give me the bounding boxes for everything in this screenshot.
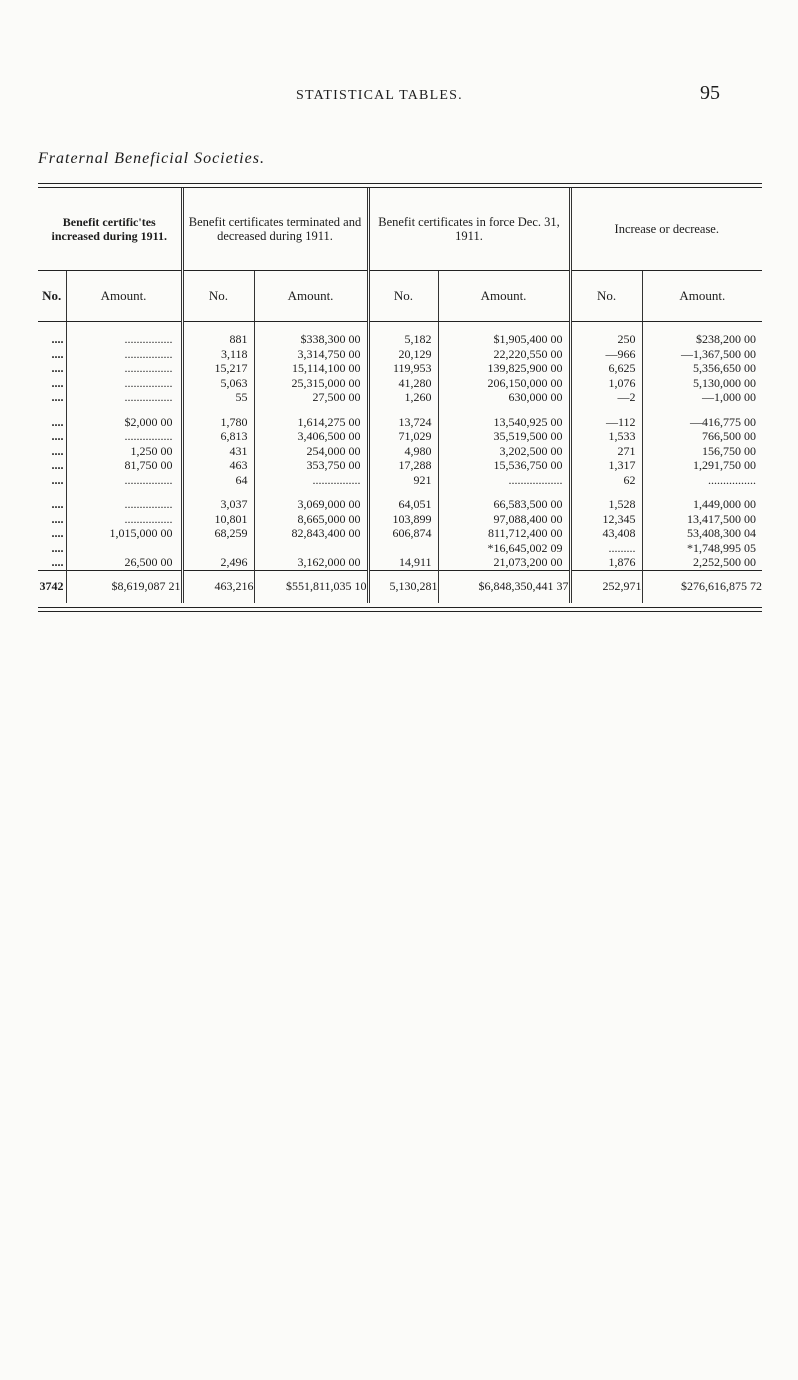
spacer-cell (570, 405, 642, 415)
table-cell: 271 (570, 444, 642, 459)
page-header (0, 82, 798, 110)
table-cell: 606,874 (368, 526, 438, 541)
table-cell: 2,496 (182, 555, 254, 570)
table-cell (182, 541, 254, 556)
table-cell: .... (38, 347, 66, 362)
table-cell: 55 (182, 390, 254, 405)
table-cell: 2,252,500 00 (693, 555, 757, 569)
table-cell: 5,356,650 00 (693, 361, 757, 375)
table-cell: ................ (254, 473, 368, 488)
spacer-cell (182, 487, 254, 497)
table-row (38, 429, 762, 444)
table-cell: 1,076 (570, 376, 642, 391)
table-cell: ................ (66, 390, 182, 405)
table-cell: ................ (66, 429, 182, 444)
table-cell: .... (38, 458, 66, 473)
spacer-cell (368, 487, 438, 497)
table-cell: .... (38, 361, 66, 376)
column-header-amount: Amount. (66, 271, 182, 322)
table-cell: 20,129 (368, 347, 438, 362)
table-cell: 119,953 (368, 361, 438, 376)
row-spacer (38, 405, 762, 415)
table-cell: 53,408,300 04 (687, 526, 757, 540)
spacer-cell (642, 487, 762, 497)
table-row (38, 361, 762, 376)
table-cell: *16,645,002 09 (438, 541, 570, 556)
spacer-cell (254, 405, 368, 415)
spacer-cell (182, 405, 254, 415)
table-cell: 139,825,900 00 (438, 361, 570, 376)
table-cell: 12,345 (570, 512, 642, 527)
table-cell: 13,417,500 00 (687, 511, 757, 526)
spacer-cell (438, 487, 570, 497)
table-cell: .... (38, 473, 66, 488)
table-cell: 1,614,275 00 (254, 415, 368, 430)
table-row (38, 526, 762, 541)
table-cell: .... (38, 526, 66, 541)
table-cell: 64,051 (368, 497, 438, 512)
table-cell: 10,801 (182, 512, 254, 527)
table-cell: 43,408 (570, 526, 642, 541)
table-cell: .... (38, 555, 66, 570)
totals-row (38, 570, 762, 603)
spacer-cell (368, 405, 438, 415)
table-cell: 206,150,000 00 (438, 376, 570, 391)
table-cell: .... (38, 429, 66, 444)
table-cell: 5,063 (182, 376, 254, 391)
table-cell: .... (38, 390, 66, 405)
column-header-amount: Amount. (438, 271, 570, 322)
table-row (38, 415, 762, 430)
table-cell: .... (38, 415, 66, 430)
table-cell: 68,259 (182, 526, 254, 541)
table-cell: 27,500 00 (254, 390, 368, 405)
bottom-double-rule (38, 607, 762, 612)
table-cell: 17,288 (368, 458, 438, 473)
table-cell: 1,260 (368, 390, 438, 405)
table-cell: 1,876 (570, 555, 642, 570)
table-cell: 3,162,000 00 (254, 555, 368, 570)
table-cell: 22,220,550 00 (438, 347, 570, 362)
table-cell: ................ (66, 473, 182, 488)
table-cell: 71,029 (368, 429, 438, 444)
table-cell: 5,130,000 00 (693, 375, 757, 390)
total-cell: $551,811,035 10 (254, 570, 368, 603)
table-cell: 3,037 (182, 497, 254, 512)
table-cell: 1,449,000 00 (693, 497, 757, 511)
table-cell (66, 541, 182, 556)
spacer-cell (570, 487, 642, 497)
table-cell: ................ (66, 322, 182, 347)
row-spacer (38, 487, 762, 497)
table-cell: 3,406,500 00 (254, 429, 368, 444)
group-header-in-force: Benefit certificates in force Dec. 31, 1911. (368, 188, 570, 271)
table-cell: 1,250 00 (66, 444, 182, 459)
total-cell: 463,216 (182, 570, 254, 603)
table-cell: 97,088,400 00 (438, 512, 570, 527)
table-cell: 25,315,000 00 (254, 376, 368, 391)
table-row (38, 376, 762, 391)
table-cell: 766,500 00 (702, 429, 757, 443)
table-row (38, 347, 762, 362)
statistics-table (38, 188, 762, 603)
table-cell: .... (38, 444, 66, 459)
table-row (38, 458, 762, 473)
table-cell: $338,300 00 (254, 322, 368, 347)
group-header-increase-decrease: Increase or decrease. (570, 188, 762, 271)
table-row (38, 512, 762, 527)
table-cell: *1,748,995 05 (687, 540, 757, 555)
table-cell: 5,182 (368, 322, 438, 347)
table-cell: ................ (66, 376, 182, 391)
table-row (38, 555, 762, 570)
table-row (38, 390, 762, 405)
column-header-no: No. (368, 271, 438, 322)
table-cell: 14,911 (368, 555, 438, 570)
table-cell: —1,000 00 (702, 390, 757, 404)
total-cell: $276,616,875 72 (642, 570, 762, 603)
spacer-cell (38, 405, 66, 415)
total-cell: 5,130,281 (368, 570, 438, 603)
table-cell: 35,519,500 00 (438, 429, 570, 444)
table-cell: 1,015,000 00 (66, 526, 182, 541)
table-cell: ................ (708, 472, 757, 487)
spacer-cell (66, 487, 182, 497)
table-cell: 82,843,400 00 (254, 526, 368, 541)
table-row (38, 473, 762, 488)
section-title: Fraternal Beneficial Societies. (38, 150, 265, 167)
table-cell: 156,750 00 (702, 443, 757, 458)
table-row (38, 444, 762, 459)
table-cell: —112 (570, 415, 642, 430)
group-header-terminated: Benefit certificates terminated and decreased during 1911. (182, 188, 368, 271)
total-cell: 252,971 (570, 570, 642, 603)
table-cell: 3,118 (182, 347, 254, 362)
table-cell: 3,314,750 00 (254, 347, 368, 362)
table-cell: 81,750 00 (66, 458, 182, 473)
table-cell: $2,000 00 (66, 415, 182, 430)
table-row (38, 497, 762, 512)
table-cell: 881 (182, 322, 254, 347)
statistics-table-container (38, 183, 762, 612)
column-header-no: No. (570, 271, 642, 322)
total-cell: $8,619,087 21 (66, 570, 182, 603)
table-cell (254, 541, 368, 556)
table-cell: 1,317 (570, 458, 642, 473)
table-cell: ................ (66, 347, 182, 362)
table-cell: 254,000 00 (254, 444, 368, 459)
table-cell: 26,500 00 (66, 555, 182, 570)
column-header-amount: Amount. (254, 271, 368, 322)
table-cell: 15,536,750 00 (438, 458, 570, 473)
table-cell: 921 (368, 473, 438, 488)
table-cell: $1,905,400 00 (438, 322, 570, 347)
table-cell: $238,200 00 (696, 332, 757, 346)
table-cell: 431 (182, 444, 254, 459)
table-cell: .... (38, 497, 66, 512)
spacer-cell (38, 487, 66, 497)
table-cell: 64 (182, 473, 254, 488)
table-cell: 630,000 00 (438, 390, 570, 405)
table-cell: 66,583,500 00 (438, 497, 570, 512)
table-cell: 250 (570, 322, 642, 347)
column-header-no: No. (38, 271, 66, 322)
table-row (38, 541, 762, 556)
table-cell: —1,367,500 00 (681, 346, 757, 361)
table-cell: 463 (182, 458, 254, 473)
table-cell: 41,280 (368, 376, 438, 391)
table-cell: 1,291,750 00 (693, 458, 757, 472)
table-cell: ................ (66, 512, 182, 527)
spacer-cell (254, 487, 368, 497)
table-cell: .................. (438, 473, 570, 488)
table-cell: 3,202,500 00 (438, 444, 570, 459)
table-cell: —966 (570, 347, 642, 362)
table-cell: 1,528 (570, 497, 642, 512)
table-cell: .... (38, 512, 66, 527)
table-cell: 62 (570, 473, 642, 488)
table-cell: 13,540,925 00 (438, 415, 570, 430)
table-cell: 6,625 (570, 361, 642, 376)
table-cell: 353,750 00 (254, 458, 368, 473)
table-cell: .... (38, 541, 66, 556)
spacer-cell (66, 405, 182, 415)
total-cell: 3742 (38, 570, 66, 603)
table-cell: 8,665,000 00 (254, 512, 368, 527)
table-cell: 13,724 (368, 415, 438, 430)
column-header-no: No. (182, 271, 254, 322)
table-cell: .... (38, 376, 66, 391)
table-cell: —2 (570, 390, 642, 405)
table-cell: .... (38, 322, 66, 347)
table-cell: 1,533 (570, 429, 642, 444)
table-row (38, 322, 762, 347)
running-title: STATISTICAL TABLES. (296, 88, 463, 103)
table-cell: ................ (66, 361, 182, 376)
table-cell: 6,813 (182, 429, 254, 444)
table-cell: 15,114,100 00 (254, 361, 368, 376)
table-cell: 21,073,200 00 (438, 555, 570, 570)
table-cell: 103,899 (368, 512, 438, 527)
table-cell: 3,069,000 00 (254, 497, 368, 512)
table-body (38, 322, 762, 571)
table-cell: —416,775 00 (690, 414, 757, 429)
group-header-increased: Benefit certific'tes increased during 1911. (38, 188, 182, 271)
table-cell: 4,980 (368, 444, 438, 459)
table-cell: 15,217 (182, 361, 254, 376)
page-number: 95 (700, 82, 720, 104)
total-cell: $6,848,350,441 37 (438, 570, 570, 603)
spacer-cell (438, 405, 570, 415)
column-header-amount: Amount. (642, 271, 762, 322)
spacer-cell (642, 405, 762, 415)
table-cell: 1,780 (182, 415, 254, 430)
table-cell: 811,712,400 00 (438, 526, 570, 541)
table-cell (368, 541, 438, 556)
table-cell: ......... (570, 541, 642, 556)
table-cell: ................ (66, 497, 182, 512)
